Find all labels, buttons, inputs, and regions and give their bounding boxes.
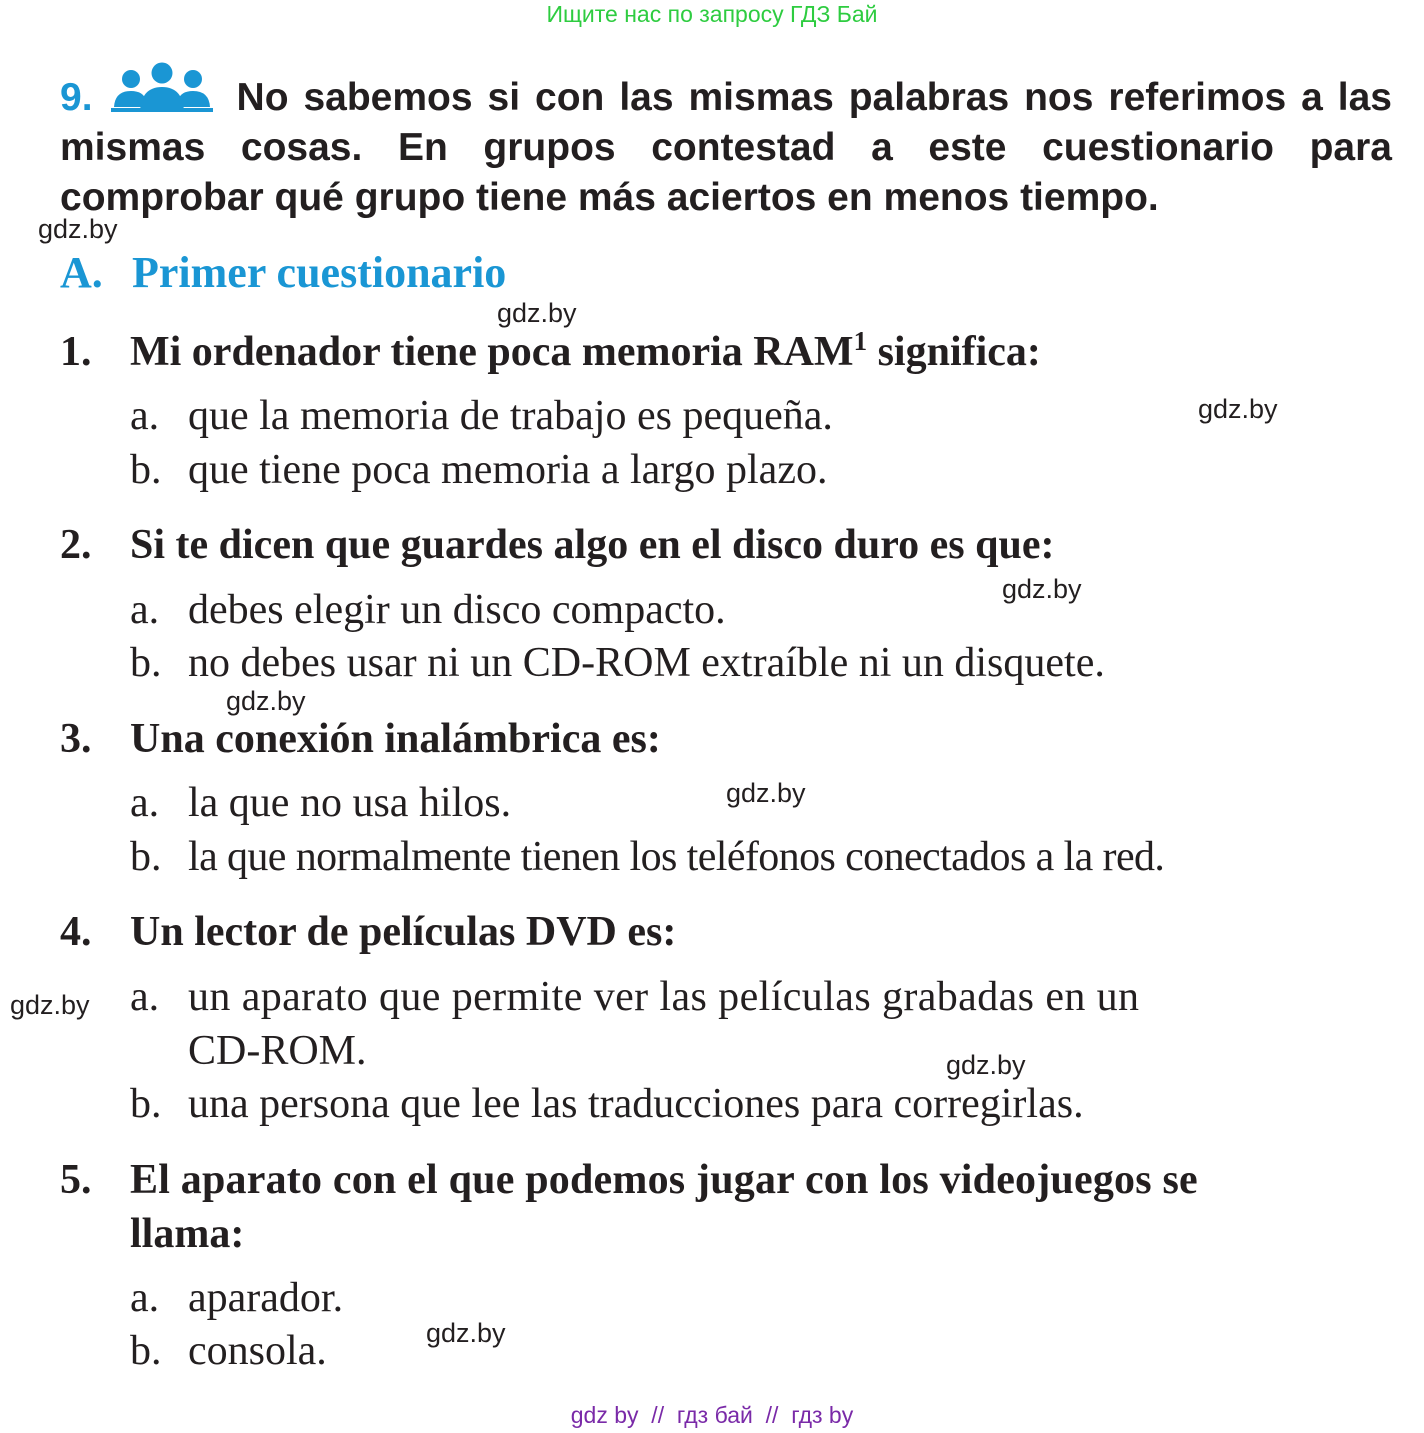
question-text-after: significa:: [867, 329, 1041, 375]
option-3a[interactable]: [130, 776, 511, 830]
option-letter: a.: [130, 587, 160, 633]
option-text: una persona que lee las traducciones para corregirlas.: [188, 1081, 1084, 1127]
option-5b[interactable]: [130, 1324, 327, 1378]
option-text: la que normalmente tienen los teléfonos conectados a la red.: [188, 834, 1165, 880]
option-3b[interactable]: [130, 830, 1164, 884]
option-letter: a.: [130, 780, 160, 826]
option-4a[interactable]: [130, 970, 1139, 1024]
exercise-instruction: [60, 62, 1392, 223]
question-number: 1.: [60, 329, 92, 375]
question-number: 3.: [60, 716, 92, 762]
section-letter: A.: [60, 248, 103, 297]
watermark: gdz.by: [497, 298, 577, 328]
exercise-text: No sabemos si con las mismas palabras nos referimos a las mismas cosas. En grupos contestad a este cuestionario para comprobar qué grupo tiene más aciertos en menos tiempo.: [60, 76, 1392, 219]
question-text: Una conexión inalámbrica es:: [130, 716, 661, 762]
option-text: aparador.: [188, 1275, 344, 1321]
watermark: gdz.by: [1198, 394, 1278, 424]
question-1: [60, 325, 1041, 379]
option-text: un aparato que permite ver las películas grabadas en un: [188, 974, 1140, 1020]
question-text: Mi ordenador tiene poca memoria RAM: [130, 329, 854, 375]
question-3: [60, 712, 661, 766]
option-4b[interactable]: [130, 1077, 1084, 1131]
option-text: debes elegir un disco compacto.: [188, 587, 726, 633]
option-2a[interactable]: [130, 583, 726, 637]
section-title-text: Primer cuestionario: [132, 248, 507, 297]
question-text: Si te dicen que guardes algo en el disco duro es que:: [130, 522, 1055, 568]
option-letter: a.: [130, 974, 160, 1020]
watermark: gdz.by: [10, 990, 90, 1020]
question-2: [60, 518, 1054, 572]
option-text: no debes usar ni un CD-ROM extraíble ni un disquete.: [188, 640, 1105, 686]
question-4: [60, 905, 676, 959]
footnote-marker: 1: [853, 326, 868, 356]
watermark: gdz.by: [1002, 574, 1082, 604]
option-letter: a.: [130, 1275, 160, 1321]
question-number: 5.: [60, 1157, 92, 1203]
watermark: gdz.by: [226, 686, 306, 716]
watermark: gdz.by: [946, 1050, 1026, 1080]
watermark: gdz.by: [426, 1318, 506, 1348]
question-text: Un lector de películas DVD es:: [130, 909, 677, 955]
option-letter: b.: [130, 1081, 162, 1127]
option-1a[interactable]: [130, 389, 833, 443]
footer-links[interactable]: gdz by // гдз бай // гдз by: [570, 1402, 854, 1428]
option-text: que tiene poca memoria a largo plazo.: [188, 447, 828, 493]
option-letter: a.: [130, 393, 160, 439]
option-4a-continued: CD-ROM.: [188, 1028, 367, 1074]
option-letter: b.: [130, 834, 162, 880]
option-text: la que no usa hilos.: [188, 780, 512, 826]
group-people-icon: [111, 62, 213, 114]
option-text: que la memoria de trabajo es pequeña.: [188, 393, 833, 439]
option-letter: b.: [130, 1328, 162, 1374]
option-1b[interactable]: [130, 443, 827, 497]
question-5: [60, 1153, 1198, 1207]
option-text: consola.: [188, 1328, 327, 1374]
question-text: El aparato con el que podemos jugar con los videojuegos se: [130, 1157, 1198, 1203]
exercise-number: 9.: [60, 76, 93, 119]
question-number: 2.: [60, 522, 92, 568]
option-5a[interactable]: [130, 1271, 343, 1325]
option-letter: b.: [130, 447, 162, 493]
watermark: gdz.by: [726, 778, 806, 808]
top-banner[interactable]: Ищите нас по запросу ГДЗ Бай: [546, 1, 878, 27]
question-5-continued: llama:: [130, 1211, 245, 1257]
section-title: [60, 246, 506, 300]
option-2b[interactable]: [130, 636, 1105, 690]
watermark: gdz.by: [38, 214, 118, 244]
question-number: 4.: [60, 909, 92, 955]
option-letter: b.: [130, 640, 162, 686]
